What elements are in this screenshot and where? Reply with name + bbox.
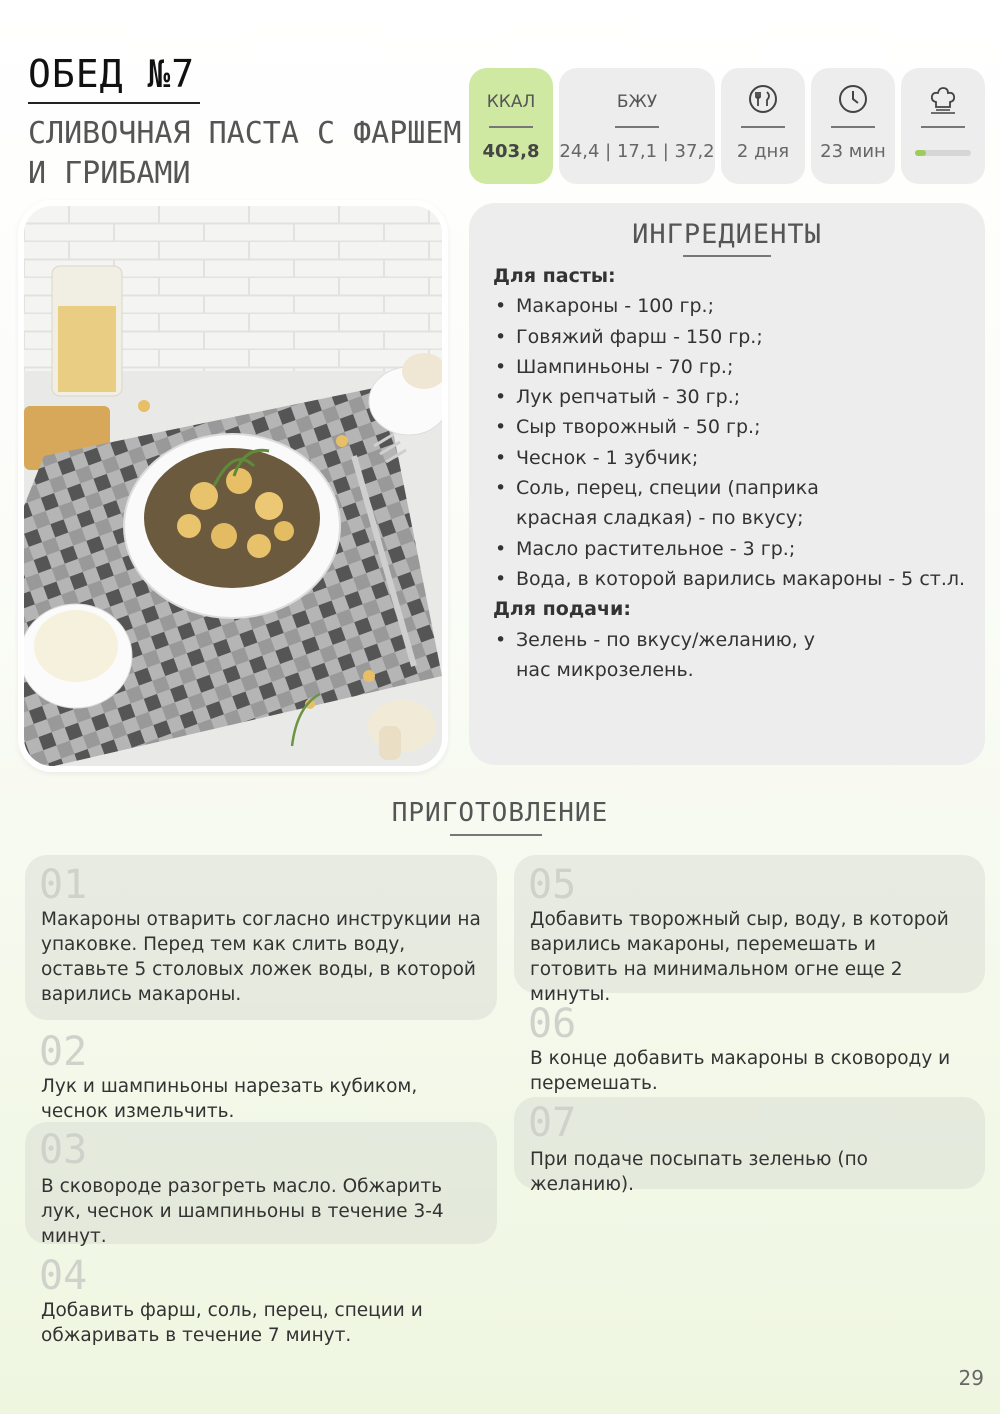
clock-icon <box>838 84 868 118</box>
step-card <box>514 1097 985 1195</box>
ingredients-title: ИНГРЕДИЕНТЫ <box>632 219 822 250</box>
bju-card <box>559 68 715 184</box>
step-text: Макароны отварить согласно инструкции на упаковке. Перед тем как слить воду, оставьте 5 столовых ложек воды, в которой варились макароны. <box>41 909 481 1005</box>
ingredients-list <box>493 261 973 685</box>
ingredient-item: • Макароны - 100 гр.; <box>493 291 973 321</box>
step-number: 07 <box>528 1100 577 1146</box>
difficulty-bar <box>915 150 971 156</box>
kcal-label: ККАЛ <box>486 92 536 112</box>
title-underline <box>28 102 200 104</box>
step-card <box>25 1122 497 1247</box>
step-number: 03 <box>39 1127 88 1173</box>
kcal-card <box>469 68 553 184</box>
step-text: В конце добавить макароны в сковороду и перемешать. <box>530 1048 951 1094</box>
ingredient-group-title: Для пасты: <box>493 265 616 287</box>
ingredient-item: • Соль, перец, специи (паприка красная сладкая) - по вкусу; <box>493 473 893 534</box>
time-card <box>811 68 895 184</box>
step-card <box>25 1022 497 1122</box>
step-number: 04 <box>39 1253 88 1299</box>
ingredient-item: • Лук репчатый - 30 гр.; <box>493 382 973 412</box>
preparation-title: ПРИГОТОВЛЕНИЕ <box>391 798 609 828</box>
bju-label: БЖУ <box>616 92 658 112</box>
time-value: 23 мин <box>820 141 886 162</box>
ingredient-item: • Вода, в которой варились макароны - 5 ст.л. <box>493 564 973 594</box>
ingredient-item: • Шампиньоны - 70 гр.; <box>493 352 973 382</box>
ingredients-panel <box>469 203 985 765</box>
ingredient-item: • Чеснок - 1 зубчик; <box>493 443 973 473</box>
step-text: В сковороде разогреть масло. Обжарить лук, чеснок и шампиньоны в течение 3-4 минут. <box>41 1176 444 1247</box>
ingredient-group-title: Для подачи: <box>493 598 631 621</box>
difficulty-card <box>901 68 985 184</box>
chef-hat-icon <box>927 84 959 120</box>
step-text: Добавить творожный сыр, воду, в которой варились макароны, перемешать и готовить на минимальном огне еще 2 минуты. <box>530 909 949 1005</box>
pasta-bowl-illustration <box>24 206 442 766</box>
step-text: При подаче посыпать зеленью (по желанию). <box>530 1149 868 1195</box>
page-number: 29 <box>958 1366 984 1390</box>
storage-value: 2 дня <box>736 141 790 162</box>
step-number: 06 <box>528 1001 577 1047</box>
ingredient-item: • Масло растительное - 3 гр.; <box>493 534 973 564</box>
step-number: 01 <box>39 862 88 908</box>
recipe-title: ОБЕД №7 <box>28 52 196 96</box>
step-text: Добавить фарш, соль, перец, специи и обжаривать в течение 7 минут. <box>41 1300 423 1346</box>
plate-cutlery-icon <box>748 84 778 118</box>
dish-photo <box>18 200 448 772</box>
difficulty-fill <box>915 150 926 156</box>
ingredient-item: • Говяжий фарш - 150 гр.; <box>493 322 973 352</box>
step-card <box>514 994 985 1094</box>
step-text: Лук и шампиньоны нарезать кубиком, чеснок измельчить. <box>41 1076 418 1122</box>
kcal-value: 403,8 <box>482 141 540 162</box>
step-card <box>514 855 985 1005</box>
ingredient-item: • Зелень - по вкусу/желанию, у нас микрозелень. <box>493 625 853 686</box>
step-card <box>25 1246 497 1356</box>
recipe-subtitle: СЛИВОЧНАЯ ПАСТА С ФАРШЕМ И ГРИБАМИ <box>28 116 462 191</box>
step-card <box>25 855 497 1020</box>
step-number: 05 <box>528 862 577 908</box>
storage-card <box>721 68 805 184</box>
ingredient-item: • Сыр творожный - 50 гр.; <box>493 412 973 442</box>
bju-value: 24,4 | 17,1 | 37,2 <box>559 141 715 162</box>
step-number: 02 <box>39 1029 88 1075</box>
